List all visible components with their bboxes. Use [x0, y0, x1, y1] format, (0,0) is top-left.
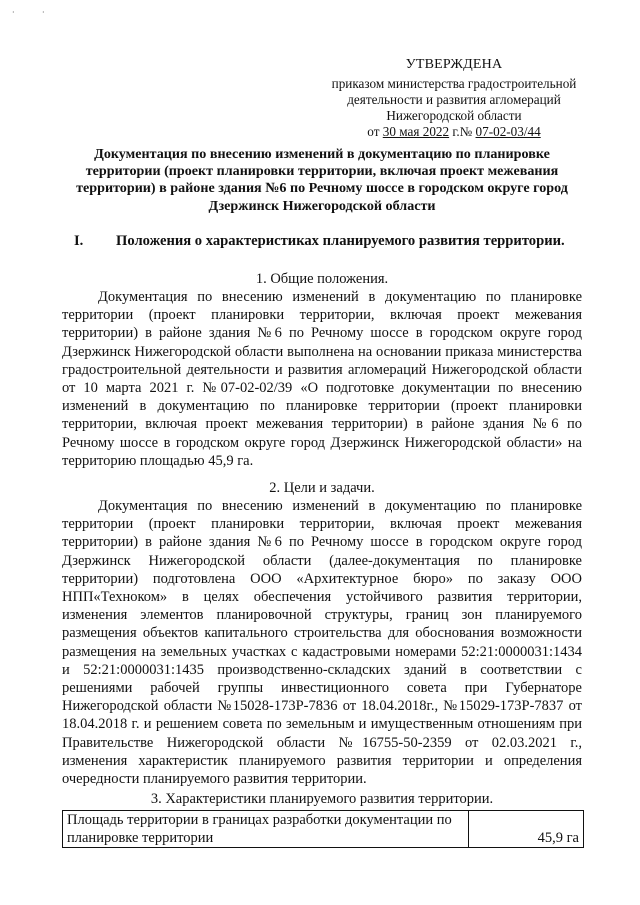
subsection-1-paragraph [62, 288, 582, 470]
scan-mark-left: · [12, 8, 15, 17]
approval-date-line [326, 124, 582, 140]
subsection-1-title: 1. Общие положения. [255, 271, 389, 287]
subsection-1-text: Документация по внесению изменений в документацию по планировке территории (проект планировки территории, включая проект межевания территории) в районе здания №6 по Речному шоссе в городском округе город Дзержинск Нижегородской области выполнена на основании приказа министерства градостроительной деятельности и развития агломераций Нижегородской области от 10 марта 2021 г. №07-02-02/39 «О подготовке документации по внесению изменений в документацию по планировке территории (проект планировки территории, включая проект межевания территории) в районе здания №6 по Речному шоссе в городском округе город Дзержинск Нижегородской области» на территорию площадью 45,9 га. [62, 289, 582, 469]
table-cell-label: Площадь территории в границах разработки документации по планировке территории [63, 811, 469, 848]
subsection-3-title: 3. Характеристики планируемого развития территории. [150, 791, 494, 807]
approval-order-number: 07-02-03/44 [475, 124, 541, 139]
subsection-2-paragraph [62, 497, 582, 788]
document-title: Документация по внесению изменений в документацию по планировке территории (проект планировки территории, включая проект межевания территории) в районе здания №6 по Речному шоссе в городском округе город Дзержинск Нижегородской области [76, 146, 568, 214]
section-number: I. [74, 233, 84, 249]
characteristics-table [62, 810, 584, 848]
approval-block [326, 56, 582, 140]
approval-line-2: деятельности и развития агломераций [347, 92, 561, 107]
subsection-2-text: Документация по внесению изменений в документацию по планировке территории (проект планировки территории, включая проект межевания территории) в районе здания №6 по Речному шоссе в городском округе город Дзержинск Нижегородской области (далее-документация по планировке территории) подготовлена ООО «Архитектурное бюро» по заказу ООО НПП«Техноком» в целях обеспечения устойчивого развития территории, изменения элементов планировочной структуры, границ зон планируемого размещения объектов капитального строительства для обоснования возможности размещения на земельных участках с кадастровыми номерами 52:21:0000031:1434 и 52:21:0000031:1435 производственно-складских зданий в соответствии с решениями рабочей группы инвестиционного совета при Губернаторе Нижегородской области №15028-173Р-7836 от 18.04.2018г., №15029-173Р-7837 от 18.04.2018 г. и решением совета по земельным и имущественным отношениям при Правительстве Нижегородской области №16755-50-2359 от 02.03.2021 г., изменения характеристик планируемого развития территории и определения очередности планируемого развития территории. [62, 498, 582, 788]
approval-line-1: приказом министерства градостроительной [331, 76, 577, 91]
table-cell-value: 45,9 га [469, 811, 584, 848]
section-heading [62, 232, 582, 250]
approval-line-3: Нижегородской области [386, 108, 522, 123]
approval-date-prefix: от [367, 124, 380, 139]
subsection-2-title: 2. Цели и задачи. [269, 480, 375, 496]
table-row [63, 811, 584, 848]
scan-mark-right: · [42, 8, 45, 17]
section-title: Положения о характеристиках планируемого развития территории. [116, 233, 565, 249]
approval-date: 30 мая 2022 [382, 124, 450, 139]
approval-date-mid: г.№ [452, 124, 473, 139]
approval-heading: УТВЕРЖДЕНА [405, 57, 503, 72]
